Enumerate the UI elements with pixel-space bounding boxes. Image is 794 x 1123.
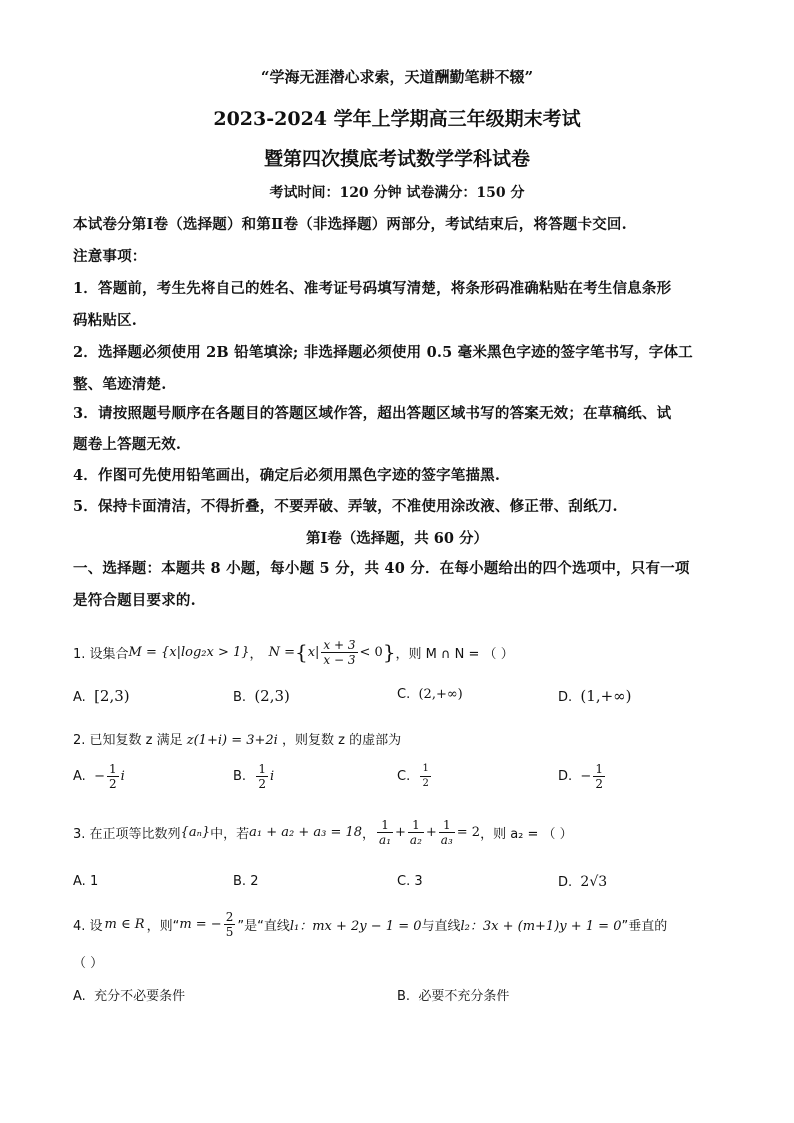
question-text: 3. 在正项等比数列 [73, 826, 181, 842]
option-c[interactable]: C. (2,+∞) [397, 687, 463, 702]
brace-left: { [294, 640, 308, 664]
math-set-n-lhs: N = [268, 644, 295, 660]
notice-line: 2．选择题必须使用 2B 铅笔填涂; 非选择题必须使用 0.5 毫米黑色字迹的签字笔书写，字体工 [73, 344, 693, 361]
math-x: x| [307, 644, 320, 660]
question-ask: ，则 M ∩ N = （ ） [395, 646, 514, 662]
fraction-numerator: x + 3 [323, 637, 356, 652]
math-relation: < 0 [359, 644, 383, 660]
option-c[interactable]: C. 3 [397, 874, 423, 889]
question-4 [73, 906, 667, 942]
notice-line: 3．请按照题号顺序在各题目的答题区域作答，超出答题区域书写的答案无效；在草稿纸、试 [73, 405, 672, 422]
section-title: 第Ⅰ卷（选择题，共 60 分） [305, 530, 489, 547]
math-sum: a₁ + a₂ + a₃ = 18 [249, 824, 363, 840]
question-3: 3. 在正项等比数列 {aₙ} 中，若 a₁ + a₂ + a₃ = 18 ， $\frac{1}{\text{a₁}}$ + $\frac{1}{\text{a₂}}$ + $\frac{1}{\text{a₃}}$ = 2 ，则 a₂ = （ ） [73, 817, 573, 847]
punctuation: ， [362, 826, 376, 842]
option-a[interactable]: A. 充分不必要条件 [73, 989, 186, 1004]
question-ask: ，则 a₂ = （ ） [480, 826, 573, 842]
question-4-paren: （ ） [73, 956, 104, 971]
notice-line: 题卷上答题无效. [73, 436, 182, 453]
fraction: $\frac{2}{5}$ [225, 909, 234, 939]
part-instructions: 一、选择题：本题共 8 小题，每小题 5 分，共 40 分．在每小题给出的四个选项中，只有一项 [73, 560, 690, 577]
option-a[interactable]: A. − $\frac{1}{2}$ i [73, 762, 125, 791]
option-c[interactable]: C. $\frac{1}{2}$ [397, 763, 429, 789]
notice-line: 码粘贴区. [73, 312, 138, 329]
exam-title-line1: 2023-2024 学年上学期高三年级期末考试 [213, 108, 581, 130]
question-text: 与直线 [421, 918, 461, 934]
exam-info: 考试时间：120 分钟 试卷满分：150 分 [269, 185, 525, 201]
notice-line: 5．保持卡面清洁，不得折叠，不要弄破、弄皱，不准使用涂改液、修正带、刮纸刀. [73, 498, 618, 515]
punctuation: ， [249, 646, 263, 662]
option-d[interactable]: D. 2√3 [558, 874, 608, 890]
math-relation: = 2 [456, 824, 481, 840]
option-d[interactable]: D. (1,+∞) [558, 687, 632, 705]
motto: “学海无涯潜心求索，天道酬勤笔耕不辍” [260, 68, 534, 86]
question-text: 1. 设集合 [73, 646, 129, 662]
question-text: ”垂直的 [621, 918, 668, 934]
math-line-l1: l₁：mx + 2y − 1 = 0 [289, 918, 422, 934]
math-condition: m ∈ R [104, 916, 145, 932]
brace-right: } [382, 640, 396, 664]
fraction: $\frac{1}{\text{a₂}}$ [409, 817, 422, 847]
question-text: ，则复数 z 的虚部为 [281, 733, 402, 748]
part-instructions: 是符合题目要求的. [73, 592, 196, 609]
option-a[interactable]: A. 1 [73, 874, 99, 889]
fraction-denominator: x − 3 [323, 652, 356, 667]
notice-line: 1．答题前，考生先将自己的姓名、准考证号码填写清楚，将条形码准确粘贴在考生信息条形 [73, 280, 672, 297]
option-b[interactable]: B. 必要不充分条件 [397, 989, 510, 1004]
question-text: 4. 设 [73, 918, 103, 934]
math-equation: z(1+i) = 3+2i [186, 733, 278, 748]
notice-line: 整、笔迹清楚. [73, 376, 167, 393]
notice-title: 注意事项： [73, 248, 147, 265]
intro-text: 本试卷分第Ⅰ卷（选择题）和第Ⅱ卷（非选择题）两部分，考试结束后，将答题卡交回. [73, 216, 627, 233]
fraction [321, 638, 357, 667]
fraction: $\frac{1}{\text{a₃}}$ [440, 817, 453, 847]
question-text: ，则“ [146, 918, 180, 934]
option-b[interactable]: B. 2 [233, 874, 259, 889]
math-sequence: {aₙ} [180, 824, 211, 840]
math-equation: m = − [179, 916, 222, 932]
math-line-l2: l₂：3x + (m+1)y + 1 = 0 [460, 918, 622, 934]
notice-line: 4．作图可先使用铅笔画出，确定后必须用黑色字迹的签字笔描黑. [73, 467, 501, 484]
exam-title-line2: 暨第四次摸底考试数学学科试卷 [263, 148, 530, 170]
question-2 [73, 729, 401, 748]
question-text: 2. 已知复数 z 满足 [73, 733, 183, 748]
option-d[interactable]: D. − $\frac{1}{2}$ [558, 762, 603, 791]
option-a[interactable]: A. [2,3) [73, 687, 130, 705]
option-b[interactable]: B. (2,3) [233, 687, 290, 705]
fraction: $\frac{1}{\text{a₁}}$ [379, 817, 392, 847]
question-1 [73, 632, 514, 672]
option-b[interactable]: B. $\frac{1}{2}$ i [233, 762, 275, 791]
math-set-m: M = {x|log₂x > 1} [128, 644, 250, 660]
question-text: ”是“直线 [237, 918, 290, 934]
question-text: 中，若 [210, 826, 250, 842]
